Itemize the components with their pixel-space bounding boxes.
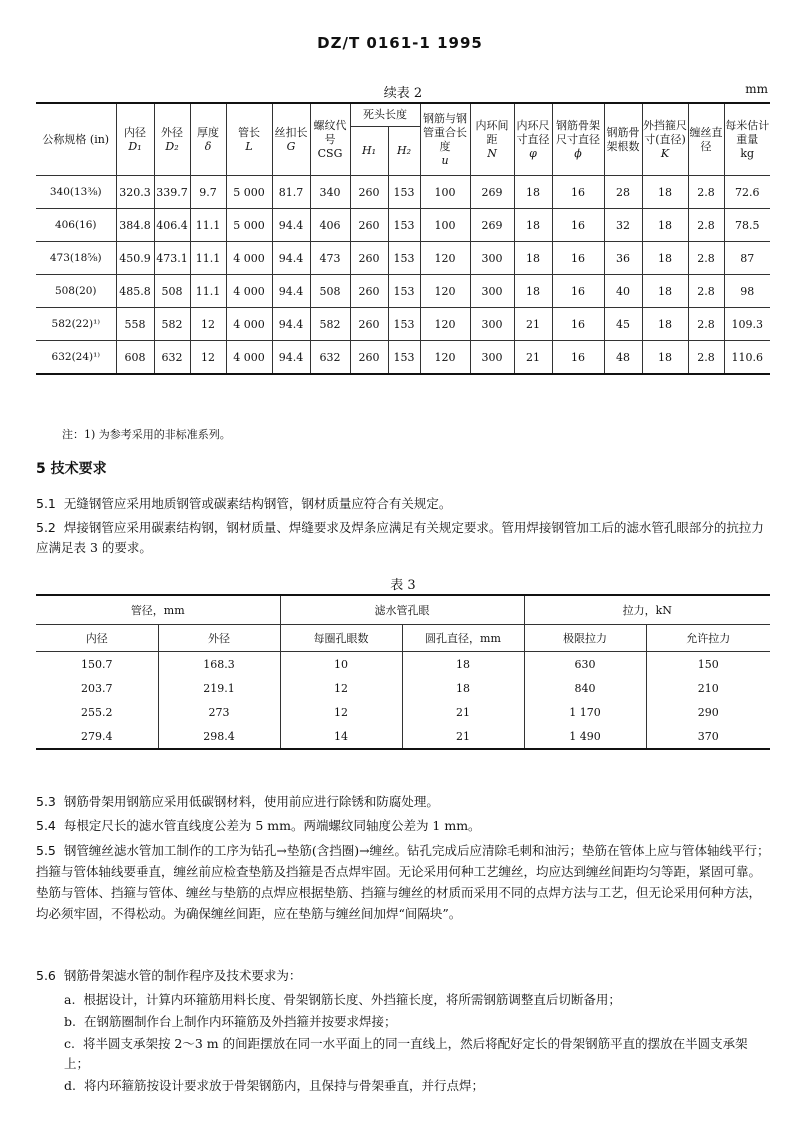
table-cell: 94.4 xyxy=(272,275,310,308)
procedure-item-mark: b. xyxy=(64,1014,76,1029)
hdr-thick-label: 厚度 xyxy=(197,125,219,139)
table2-caption-row xyxy=(36,82,770,102)
table-cell: 32 xyxy=(604,209,642,242)
t3-hdr-force: 拉力，kN xyxy=(622,604,672,617)
table-cell: 406 xyxy=(310,209,350,242)
procedure-item-text: 在钢筋圈制作台上制作内环箍筋及外挡箍并按要求焊接； xyxy=(83,1014,397,1029)
t3-hdr-limit: 极限拉力 xyxy=(563,632,607,645)
hdr-d1-sym: D₁ xyxy=(128,139,142,153)
table3 xyxy=(36,594,770,750)
table-cell: 340(13⅜) xyxy=(36,176,116,209)
table-cell: 153 xyxy=(388,275,420,308)
table-cell: 98 xyxy=(724,275,770,308)
table-cell: 260 xyxy=(350,176,388,209)
table-cell: 632(24)¹⁾ xyxy=(36,341,116,375)
table-cell: 16 xyxy=(552,209,604,242)
table-row xyxy=(36,176,770,209)
table-cell: 5 000 xyxy=(226,209,272,242)
table-cell: 11.1 xyxy=(190,242,226,275)
hdr-code-sym: CSG xyxy=(317,146,343,160)
hdr-d1-label: 内径 xyxy=(124,125,146,139)
paragraph-5-1-text: 无缝钢管应采用地质钢管或碳素结构钢管，钢材质量应符合有关规定。 xyxy=(63,496,452,511)
table-cell: 81.7 xyxy=(272,176,310,209)
table-cell: 94.4 xyxy=(272,209,310,242)
t3-hdr-hole: 滤水管孔眼 xyxy=(374,604,430,617)
table-cell: 260 xyxy=(350,308,388,341)
table-cell: 21 xyxy=(402,700,524,724)
table-cell: 9.7 xyxy=(190,176,226,209)
t3-hdr-per-ring: 每圈孔眼数 xyxy=(313,632,369,645)
table-cell: 4 000 xyxy=(226,275,272,308)
t3-hdr-inner: 内径 xyxy=(85,632,108,645)
t3-hdr-hole-dia: 圆孔直径，mm xyxy=(425,632,501,645)
table-cell: 10 xyxy=(280,652,402,677)
table-cell: 1 170 xyxy=(524,700,646,724)
table-cell: 153 xyxy=(388,176,420,209)
table-cell: 120 xyxy=(420,275,470,308)
hdr-dead-label: 死头长度 xyxy=(363,108,407,121)
hdr-inner-sym: φ xyxy=(529,146,537,160)
table-cell: 406(16) xyxy=(36,209,116,242)
paragraph-5-2 xyxy=(36,518,770,558)
table-cell: 473(18⅝) xyxy=(36,242,116,275)
hdr-frame-label: 钢筋骨架尺寸直径 xyxy=(556,118,600,146)
table-cell: 12 xyxy=(190,341,226,375)
hdr-steel-label: 钢筋与钢管重合长度 xyxy=(423,111,467,153)
table2-body xyxy=(36,176,770,375)
table-cell: 210 xyxy=(697,681,719,695)
paragraph-5-2-text: 焊接钢管应采用碳素结构钢，钢材质量、焊缝要求及焊条应满足有关规定要求。管用焊接钢管加工后的滤水管孔眼部分的抗拉力应满足表 3 的要求。 xyxy=(36,520,764,555)
hdr-d2-sym: D₂ xyxy=(165,139,179,153)
table-cell: 150 xyxy=(697,657,719,671)
table-cell: 450.9 xyxy=(116,242,154,275)
paragraph-5-1-number: 5.1 xyxy=(36,496,56,511)
table-cell: 14 xyxy=(280,724,402,749)
table-cell: 94.4 xyxy=(272,341,310,375)
table-cell: 2.8 xyxy=(688,275,724,308)
table-cell: 370 xyxy=(697,729,719,743)
table-row xyxy=(36,341,770,375)
table-cell: 40 xyxy=(604,275,642,308)
table2 xyxy=(36,102,770,375)
table-cell: 2.8 xyxy=(688,176,724,209)
table-cell: 219.1 xyxy=(158,676,280,700)
procedure-item xyxy=(36,1076,770,1096)
table-cell: 269 xyxy=(470,176,514,209)
table-cell: 298.4 xyxy=(158,724,280,749)
hdr-thread-label: 丝扣长 xyxy=(274,125,308,139)
table-cell: 608 xyxy=(116,341,154,375)
table-cell: 78.5 xyxy=(724,209,770,242)
table-cell: 18 xyxy=(642,275,688,308)
hdr-ring-label: 内环间距 xyxy=(475,118,509,146)
paragraph-5-1 xyxy=(36,494,770,514)
table-cell: 340 xyxy=(310,176,350,209)
table2-unit: mm xyxy=(745,82,768,96)
procedure-item-mark: d. xyxy=(64,1078,76,1093)
table-cell: 260 xyxy=(350,341,388,375)
table-cell: 120 xyxy=(420,308,470,341)
paragraph-5-4-number: 5.4 xyxy=(36,818,56,833)
table-cell: 269 xyxy=(470,209,514,242)
table-cell: 300 xyxy=(470,308,514,341)
hdr-d2-label: 外径 xyxy=(161,125,183,139)
table-cell: 12 xyxy=(190,308,226,341)
procedure-item xyxy=(36,990,770,1010)
table-cell: 168.3 xyxy=(158,652,280,677)
procedure-item-mark: a. xyxy=(64,992,76,1007)
table-cell: 12 xyxy=(280,700,402,724)
table-cell: 260 xyxy=(350,209,388,242)
hdr-code-label: 螺纹代号 xyxy=(313,118,347,146)
t3-hdr-allow: 允许拉力 xyxy=(686,632,731,645)
table-cell: 18 xyxy=(642,341,688,375)
procedure-item-text: 根据设计，计算内环箍筋用料长度、骨架钢筋长度、外挡箍长度，将所需钢筋调整直后切断备用； xyxy=(83,992,621,1007)
table2-header-row-1 xyxy=(36,103,770,127)
table-cell: 36 xyxy=(604,242,642,275)
table-cell: 21 xyxy=(402,724,524,749)
table-cell: 11.1 xyxy=(190,275,226,308)
table-cell: 4 000 xyxy=(226,308,272,341)
table2-note: 注：1) 为参考采用的非标准系列。 xyxy=(62,428,231,441)
table-cell: 203.7 xyxy=(36,676,158,700)
table-cell: 16 xyxy=(552,275,604,308)
table-cell: 18 xyxy=(642,242,688,275)
table-cell: 279.4 xyxy=(36,724,158,749)
table-cell: 508 xyxy=(154,275,190,308)
table-cell: 100 xyxy=(420,176,470,209)
table-cell: 582 xyxy=(310,308,350,341)
table-cell: 2.8 xyxy=(688,308,724,341)
procedure-item-text: 将内环箍筋按设计要求放于骨架钢筋内，且保持与骨架垂直，并行点焊； xyxy=(83,1078,484,1093)
paragraph-5-4-text: 每根定尺长的滤水管直线度公差为 5 mm。两端螺纹同轴度公差为 1 mm。 xyxy=(63,818,481,833)
table-cell: 18 xyxy=(514,242,552,275)
table-cell: 18 xyxy=(642,308,688,341)
table3-caption: 表 3 xyxy=(390,578,416,593)
table-cell: 582 xyxy=(154,308,190,341)
table-cell: 18 xyxy=(514,176,552,209)
hdr-h2: H₂ xyxy=(396,144,411,157)
table-cell: 16 xyxy=(552,242,604,275)
table-cell: 339.7 xyxy=(154,176,190,209)
table-cell: 120 xyxy=(420,341,470,375)
table-cell: 273 xyxy=(158,700,280,724)
table-cell: 473.1 xyxy=(154,242,190,275)
table-cell: 28 xyxy=(604,176,642,209)
paragraph-5-3-number: 5.3 xyxy=(36,794,56,809)
table-cell: 260 xyxy=(350,242,388,275)
table-cell: 300 xyxy=(470,275,514,308)
table-row xyxy=(36,209,770,242)
table-cell: 632 xyxy=(310,341,350,375)
table-cell: 94.4 xyxy=(272,242,310,275)
table-cell: 290 xyxy=(697,705,719,719)
table-row xyxy=(36,676,770,700)
table-cell: 384.8 xyxy=(116,209,154,242)
table-cell: 4 000 xyxy=(226,341,272,375)
table-cell: 255.2 xyxy=(36,700,158,724)
table-cell: 18 xyxy=(402,652,524,677)
table-cell: 18 xyxy=(514,275,552,308)
table-cell: 1 490 xyxy=(524,724,646,749)
table-cell: 48 xyxy=(604,341,642,375)
table-cell: 630 xyxy=(524,652,646,677)
table-cell: 21 xyxy=(514,308,552,341)
hdr-ring-sym: N xyxy=(487,146,497,160)
hdr-frame-sym: ϕ xyxy=(574,146,582,160)
hdr-count-label: 钢筋骨架根数 xyxy=(606,125,640,153)
table-cell: 473 xyxy=(310,242,350,275)
paragraph-5-4 xyxy=(36,816,770,836)
table-cell: 21 xyxy=(514,341,552,375)
hdr-h1: H₁ xyxy=(361,144,376,157)
procedure-item-mark: c. xyxy=(64,1036,75,1051)
paragraph-5-6-number: 5.6 xyxy=(36,968,56,983)
table-cell: 153 xyxy=(388,242,420,275)
table-cell: 109.3 xyxy=(724,308,770,341)
table-cell: 110.6 xyxy=(724,341,770,375)
table-cell: 11.1 xyxy=(190,209,226,242)
table-cell: 18 xyxy=(402,676,524,700)
hdr-weight-label: 每米估计重量 xyxy=(725,118,770,146)
table-cell: 508(20) xyxy=(36,275,116,308)
table-row xyxy=(36,308,770,341)
table-cell: 300 xyxy=(470,341,514,375)
table-cell: 45 xyxy=(604,308,642,341)
procedure-item xyxy=(36,1012,770,1032)
standard-number: DZ/T 0161-1 1995 xyxy=(317,34,483,52)
paragraph-5-6-text: 钢筋骨架滤水管的制作程序及技术要求为： xyxy=(63,968,302,983)
hdr-weight-unit: kg xyxy=(740,146,755,160)
procedure-item xyxy=(36,1034,770,1074)
table-cell: 153 xyxy=(388,308,420,341)
t3-hdr-outer: 外径 xyxy=(208,632,230,645)
section-5-title: 5 技术要求 xyxy=(36,461,107,477)
hdr-len-sym: L xyxy=(245,139,253,153)
table-cell: 406.4 xyxy=(154,209,190,242)
hdr-inner-label: 内环尺寸直径 xyxy=(516,118,550,146)
paragraph-5-3-text: 钢筋骨架用钢筋应采用低碳钢材料，使用前应进行除锈和防腐处理。 xyxy=(63,794,439,809)
table2-caption: 续表 2 xyxy=(383,86,423,101)
table-row xyxy=(36,652,770,677)
table-cell: 485.8 xyxy=(116,275,154,308)
table-cell: 632 xyxy=(154,341,190,375)
table-cell: 12 xyxy=(280,676,402,700)
hdr-outer-sym: K xyxy=(660,146,670,160)
hdr-outer-label: 外挡箍尺寸(直径) xyxy=(643,118,687,146)
table-cell: 2.8 xyxy=(688,341,724,375)
table-cell: 840 xyxy=(524,676,646,700)
hdr-thread-sym: G xyxy=(286,139,296,153)
table-cell: 260 xyxy=(350,275,388,308)
hdr-wire-label: 缠丝直径 xyxy=(689,125,723,153)
table-cell: 5 000 xyxy=(226,176,272,209)
table-cell: 300 xyxy=(470,242,514,275)
paragraph-5-5 xyxy=(36,840,770,924)
paragraph-5-3 xyxy=(36,792,770,812)
table-cell: 582(22)¹⁾ xyxy=(36,308,116,341)
table3-header-row-2 xyxy=(36,625,770,652)
table-cell: 16 xyxy=(552,308,604,341)
paragraph-5-5-number: 5.5 xyxy=(36,843,56,858)
procedure-item-text: 将半圆支承架按 2～3 m 的间距摆放在同一水平面上的同一直线上，然后将配好定长的骨架钢筋平直的摆放在半圆支承架上； xyxy=(64,1036,748,1071)
table-cell: 4 000 xyxy=(226,242,272,275)
table-cell: 2.8 xyxy=(688,242,724,275)
table-row xyxy=(36,700,770,724)
table-row xyxy=(36,275,770,308)
table-cell: 320.3 xyxy=(116,176,154,209)
table-cell: 18 xyxy=(514,209,552,242)
table-cell: 150.7 xyxy=(36,652,158,677)
table-cell: 120 xyxy=(420,242,470,275)
table-cell: 153 xyxy=(388,341,420,375)
paragraph-5-2-number: 5.2 xyxy=(36,520,56,535)
table-cell: 16 xyxy=(552,341,604,375)
table-row xyxy=(36,242,770,275)
paragraph-5-5-text: 钢管缠丝滤水管加工制作的工序为钻孔→垫筋(含挡圈)→缠丝。钻孔完成后应清除毛刺和油污；垫筋在管体上应与管体轴线平行；挡箍与管体轴线要垂直，缠丝前应检查垫筋及挡箍是否点焊牢固。无论采用何种工艺缠丝，均应达到缠丝间距均匀等距，紧固可靠。垫筋与管体、挡箍与管体、缠丝与垫筋的点焊应根据垫筋、挡箍与缠丝的材质而采用不同的点焊方法与工艺，但无论采用何种方法，均必须牢固，不得松动。为确保缠丝间距，应在垫筋与缠丝间加焊“间隔块”。 xyxy=(36,843,770,921)
table-row xyxy=(36,724,770,749)
table-cell: 16 xyxy=(552,176,604,209)
table-cell: 100 xyxy=(420,209,470,242)
hdr-steel-sym: u xyxy=(441,153,449,167)
table-cell: 72.6 xyxy=(724,176,770,209)
table3-header-row-1 xyxy=(36,595,770,625)
table-cell: 153 xyxy=(388,209,420,242)
table-cell: 2.8 xyxy=(688,209,724,242)
table-cell: 508 xyxy=(310,275,350,308)
procedure-list xyxy=(36,990,770,1096)
hdr-thick-sym: δ xyxy=(204,139,212,153)
table-cell: 558 xyxy=(116,308,154,341)
table-cell: 18 xyxy=(642,209,688,242)
table-cell: 87 xyxy=(724,242,770,275)
t3-hdr-pipe: 管径，mm xyxy=(130,604,185,617)
hdr-spec: 公称规格 (in) xyxy=(42,132,110,146)
table-cell: 18 xyxy=(642,176,688,209)
hdr-len-label: 管长 xyxy=(238,125,260,139)
table3-body xyxy=(36,652,770,750)
paragraph-5-6 xyxy=(36,966,770,986)
table-cell: 94.4 xyxy=(272,308,310,341)
